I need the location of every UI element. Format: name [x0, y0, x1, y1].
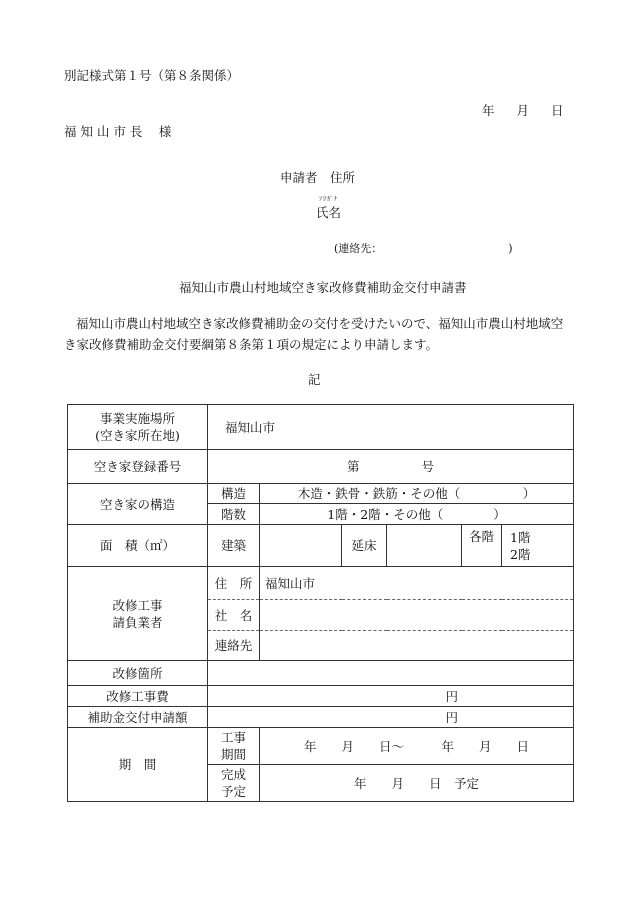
floors-label: 階数	[208, 504, 260, 525]
contractor-contact-label: 連絡先	[208, 631, 260, 661]
document-title: 福知山市農山村地域空き家改修費補助金交付申請書	[179, 280, 467, 295]
floor-total-label: 延床	[342, 525, 387, 567]
registration-dai: 第	[346, 459, 360, 474]
location-label-line2: (空き家所在地)	[95, 428, 180, 443]
row-location	[68, 405, 574, 450]
location-value[interactable]	[208, 405, 574, 450]
row-structure	[68, 484, 574, 504]
row-registration	[68, 450, 574, 484]
contact-open: (連絡先：	[334, 242, 383, 255]
date-month: 月	[516, 103, 530, 118]
area-label: 面 積（㎡）	[68, 525, 208, 567]
period-label: 期 間	[68, 728, 208, 802]
row-construction-period	[68, 728, 574, 765]
floor-total-value[interactable]	[387, 525, 462, 567]
contractor-address-text: 福知山市	[265, 575, 316, 591]
application-table	[67, 404, 574, 802]
date-year: 年	[482, 103, 495, 118]
construction-label	[208, 728, 260, 765]
completion-label	[208, 765, 260, 802]
applicant-name-label: 氏名	[316, 205, 342, 220]
floor-2: 2階	[510, 546, 531, 562]
repair-cost-value[interactable]	[208, 686, 574, 707]
repair-place-value[interactable]	[208, 661, 574, 686]
contractor-company-value[interactable]	[260, 600, 574, 631]
furigana-label: ﾌﾘｶﾞﾅ	[319, 196, 339, 203]
subsidy-label: 補助金交付申請額	[68, 707, 208, 728]
construction-label-line2: 期間	[220, 747, 246, 762]
registration-label: 空き家登録番号	[68, 450, 208, 484]
construction-value[interactable]: 年 月 日～ 年 月 日	[260, 728, 574, 765]
contractor-label-line1: 改修工事	[112, 597, 163, 613]
contractor-contact-value[interactable]	[260, 631, 574, 661]
registration-go: 号	[421, 459, 435, 474]
ki-label: 記	[308, 372, 321, 387]
location-label-line1: 事業実施場所	[99, 411, 175, 426]
applicant-name-block	[316, 196, 341, 221]
subsidy-yen: 円	[445, 709, 459, 725]
applicant-contact	[334, 240, 513, 256]
building-label: 建築	[208, 525, 260, 567]
row-contractor-address	[68, 567, 574, 600]
contractor-address-value[interactable]	[260, 567, 574, 600]
location-label	[68, 405, 208, 450]
completion-label-line1: 完成	[220, 767, 246, 782]
building-value[interactable]	[260, 525, 342, 567]
kozo-label: 構造	[208, 484, 260, 504]
body-paragraph: 福知山市農山村地域空き家改修費補助金の交付を受けたいので、福知山市農山村地域空き家改修費補助金交付要綱第８条第１項の規定により申請します。	[64, 316, 564, 352]
contractor-address-label: 住 所	[208, 567, 260, 600]
repair-place-label: 改修箇所	[68, 661, 208, 686]
completion-label-line2: 予定	[220, 784, 246, 799]
date-line	[482, 101, 564, 119]
construction-label-line1: 工事	[220, 730, 246, 745]
repair-cost-label: 改修工事費	[68, 686, 208, 707]
date-day: 日	[551, 103, 564, 118]
kozo-value[interactable]: 木造・鉄骨・鉄筋・その他（ ）	[260, 484, 574, 504]
contractor-label	[68, 567, 208, 661]
each-floor-label: 各階	[462, 525, 502, 567]
row-subsidy	[68, 707, 574, 728]
contractor-label-line2: 請負業者	[112, 614, 163, 630]
applicant-address-label: 申請者 住所	[280, 170, 356, 185]
structure-label: 空き家の構造	[68, 484, 208, 525]
location-value-text: 福知山市	[225, 419, 276, 435]
floor-1: 1階	[510, 529, 531, 545]
row-repair-cost	[68, 686, 574, 707]
row-repair-place	[68, 661, 574, 686]
contractor-company-label: 社 名	[208, 600, 260, 631]
completion-value[interactable]: 年 月 日 予定	[260, 765, 574, 802]
contact-close: )	[508, 242, 513, 255]
row-area	[68, 525, 574, 567]
each-floor-values[interactable]	[502, 525, 574, 567]
registration-value[interactable]	[208, 450, 574, 484]
form-number: 別記様式第１号（第８条関係）	[64, 68, 240, 83]
floors-value[interactable]: 1階・2階・その他（ ）	[260, 504, 574, 525]
subsidy-value[interactable]	[208, 707, 574, 728]
repair-cost-yen: 円	[445, 688, 459, 704]
addressee: 福 知 山 市 長 様	[64, 124, 172, 139]
